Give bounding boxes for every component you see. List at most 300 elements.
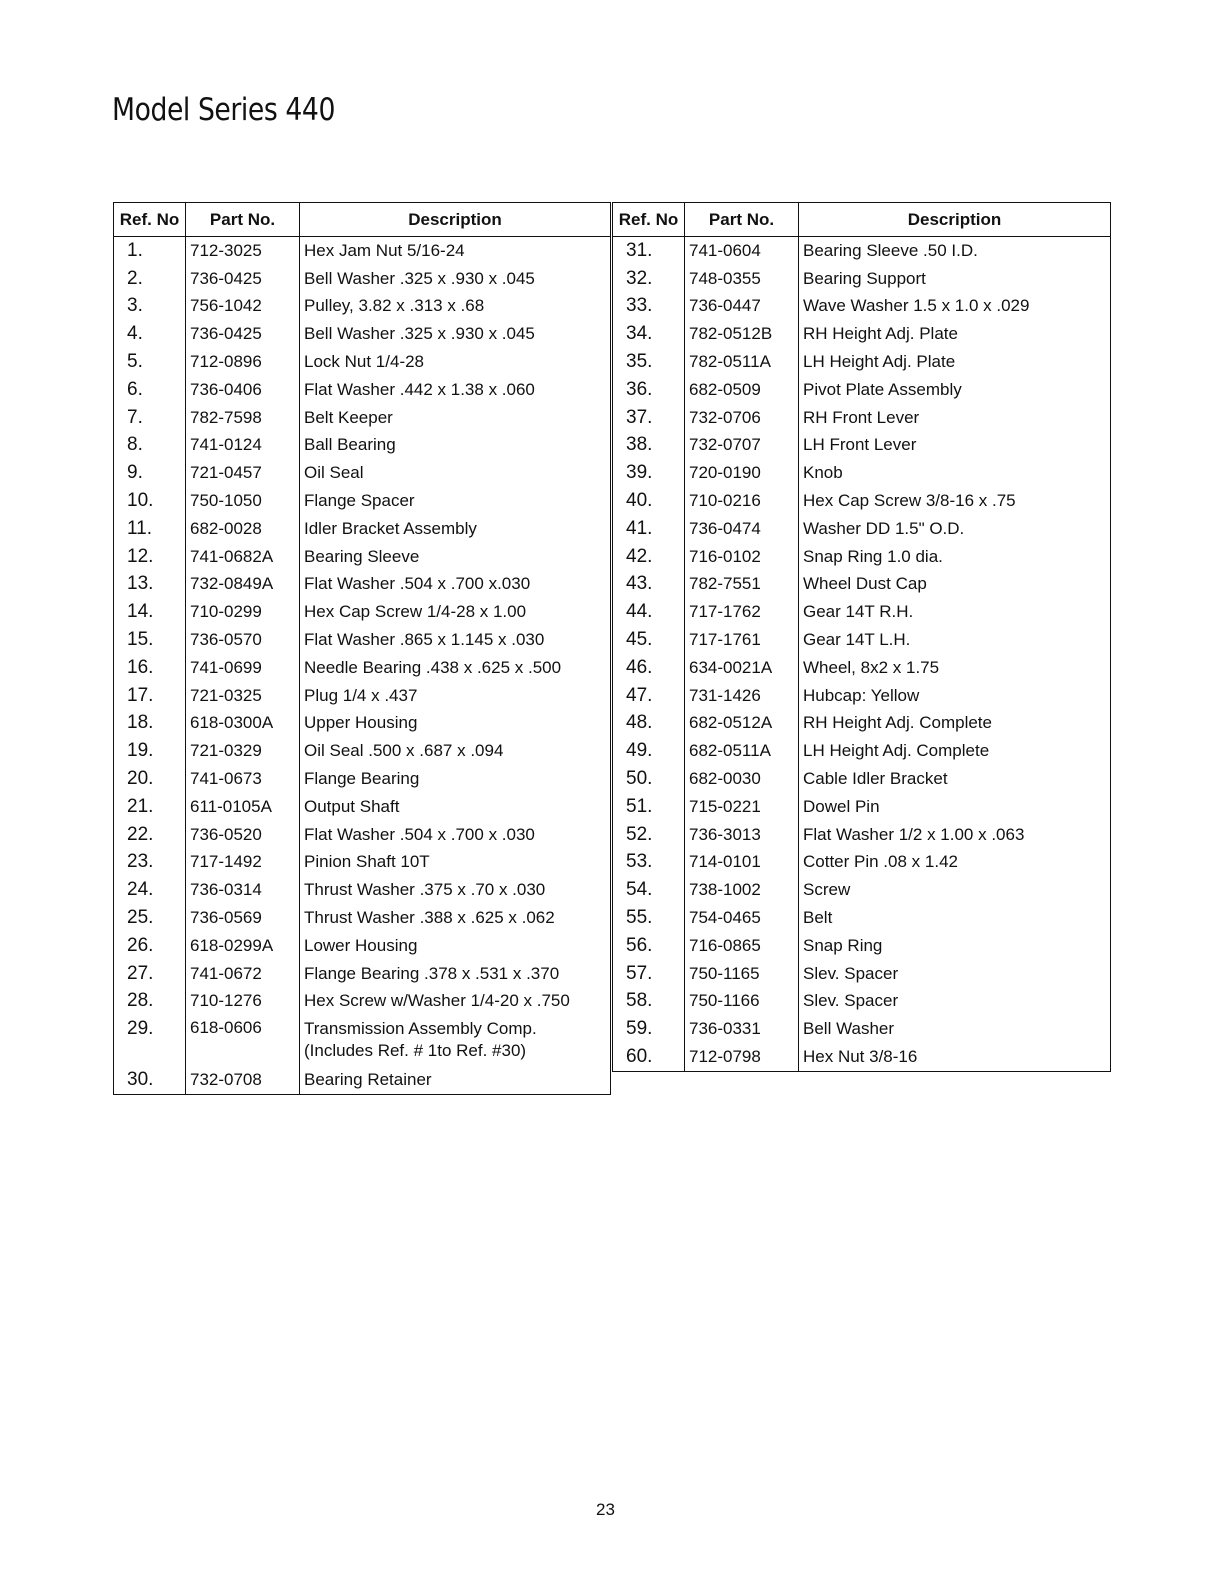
ref-no-cell <box>114 960 186 988</box>
ref-no-cell <box>613 515 685 543</box>
table-row <box>114 682 611 710</box>
ref-no-cell <box>114 487 186 515</box>
ref-no-cell <box>114 320 186 348</box>
description-cell <box>300 849 611 877</box>
table-row <box>613 487 1111 515</box>
part-no-cell <box>685 348 799 376</box>
description-cell <box>799 876 1111 904</box>
ref-no-cell-text: 5. <box>127 351 143 373</box>
description-cell-text: Flange Bearing <box>304 769 420 789</box>
description-cell <box>799 1043 1111 1071</box>
ref-no-cell <box>613 849 685 877</box>
description-cell <box>799 459 1111 487</box>
part-no-cell <box>186 376 300 404</box>
description-cell-text: Bearing Sleeve <box>304 546 420 566</box>
description-cell <box>300 626 611 654</box>
table-row <box>114 793 611 821</box>
table-row <box>114 376 611 404</box>
description-cell <box>300 793 611 821</box>
ref-no-cell <box>114 988 186 1016</box>
ref-no-cell <box>613 626 685 654</box>
description-cell <box>300 293 611 321</box>
ref-no-cell-text: 29. <box>127 1018 154 1040</box>
table-row <box>114 265 611 293</box>
ref-no-header: Ref. No <box>613 203 685 237</box>
part-no-cell-text: 736-0570 <box>190 630 262 650</box>
description-cell <box>799 904 1111 932</box>
table-row <box>613 849 1111 877</box>
table-row <box>114 876 611 904</box>
description-cell <box>799 932 1111 960</box>
ref-no-cell <box>114 348 186 376</box>
table-row <box>613 265 1111 293</box>
part-no-cell-text: 682-0509 <box>689 379 761 399</box>
description-cell-text: Bearing Support <box>803 268 926 288</box>
part-no-cell <box>186 1015 300 1066</box>
description-cell <box>300 932 611 960</box>
part-no-cell-text: 736-3013 <box>689 824 761 844</box>
part-no-header: Part No. <box>685 203 799 237</box>
part-no-cell-text: 732-0706 <box>689 407 761 427</box>
part-no-cell-text: 750-1166 <box>689 991 760 1011</box>
part-no-cell-text: 736-0331 <box>689 1019 761 1039</box>
ref-no-cell <box>613 988 685 1016</box>
description-cell-text: Belt Keeper <box>304 407 393 427</box>
table-row <box>613 459 1111 487</box>
table-row <box>613 737 1111 765</box>
ref-no-cell <box>114 821 186 849</box>
table-row <box>114 626 611 654</box>
part-no-cell-text: 741-0673 <box>190 769 262 789</box>
description-cell-text: Hex Jam Nut 5/16-24 <box>304 240 465 260</box>
part-no-cell <box>685 849 799 877</box>
table-row <box>613 515 1111 543</box>
part-no-cell-text: 710-1276 <box>190 991 262 1011</box>
ref-no-cell-text: 56. <box>626 934 653 956</box>
part-no-cell-text: 717-1492 <box>190 852 262 872</box>
part-no-cell <box>186 710 300 738</box>
description-cell <box>799 821 1111 849</box>
ref-no-cell-text: 44. <box>626 601 653 623</box>
part-no-cell <box>685 737 799 765</box>
description-cell <box>300 487 611 515</box>
ref-no-cell <box>114 765 186 793</box>
table-row <box>613 960 1111 988</box>
part-no-cell-text: 736-0425 <box>190 324 262 344</box>
part-no-cell-text: 748-0355 <box>689 268 761 288</box>
description-cell <box>300 682 611 710</box>
part-no-cell <box>186 988 300 1016</box>
part-no-cell-text: 782-7551 <box>689 574 761 594</box>
table-row <box>114 654 611 682</box>
part-no-cell-text: 618-0300A <box>190 713 274 733</box>
description-cell-text: Pinion Shaft 10T <box>304 852 430 872</box>
description-cell-text: Wave Washer 1.5 x 1.0 x .029 <box>803 296 1030 316</box>
part-no-cell-text: 732-0707 <box>689 435 761 455</box>
ref-no-cell-text: 43. <box>626 573 653 595</box>
description-cell <box>300 737 611 765</box>
description-cell-text: Gear 14T L.H. <box>803 630 911 650</box>
part-no-cell <box>685 876 799 904</box>
description-cell <box>300 543 611 571</box>
ref-no-cell-text: 46. <box>626 656 653 678</box>
part-no-cell <box>685 793 799 821</box>
ref-no-cell-text: 54. <box>626 879 653 901</box>
parts-table-left-body <box>114 237 611 1095</box>
part-no-cell <box>186 876 300 904</box>
part-no-cell <box>685 626 799 654</box>
description-cell-text: Wheel, 8x2 x 1.75 <box>803 657 940 677</box>
description-cell <box>300 432 611 460</box>
ref-no-cell-text: 30. <box>127 1069 154 1091</box>
description-cell-text: Screw <box>803 880 851 900</box>
table-row <box>114 543 611 571</box>
ref-no-cell <box>114 737 186 765</box>
part-no-cell-text: 731-1426 <box>689 685 761 705</box>
description-cell-text: Slev. Spacer <box>803 991 899 1011</box>
ref-no-cell-text: 37. <box>626 406 653 428</box>
description-cell <box>799 682 1111 710</box>
part-no-cell-text: 712-3025 <box>190 240 262 260</box>
ref-no-cell <box>613 710 685 738</box>
description-cell <box>799 376 1111 404</box>
description-cell-text: Snap Ring <box>803 935 883 955</box>
description-cell-text: Knob <box>803 463 843 483</box>
description-cell-text: Lower Housing <box>304 935 418 955</box>
description-cell <box>799 598 1111 626</box>
ref-no-cell <box>613 765 685 793</box>
part-no-cell <box>186 404 300 432</box>
table-row <box>114 821 611 849</box>
ref-no-cell-text: 57. <box>626 962 653 984</box>
description-cell <box>300 598 611 626</box>
description-cell-text: Hex Nut 3/8-16 <box>803 1047 918 1066</box>
table-row <box>613 765 1111 793</box>
part-no-cell-text: 682-0030 <box>689 769 761 789</box>
ref-no-cell-text: 35. <box>626 351 653 373</box>
page-title: Model Series 440 <box>112 92 335 128</box>
description-cell <box>300 376 611 404</box>
ref-no-cell <box>114 459 186 487</box>
description-cell <box>799 737 1111 765</box>
description-cell-text: Needle Bearing .438 x .625 x .500 <box>304 657 562 677</box>
part-no-cell-text: 736-0447 <box>689 296 761 316</box>
table-row <box>114 348 611 376</box>
description-cell <box>300 459 611 487</box>
ref-no-cell <box>114 904 186 932</box>
part-no-cell-text: 712-0798 <box>689 1047 761 1066</box>
ref-no-cell <box>114 876 186 904</box>
description-cell <box>300 404 611 432</box>
table-row <box>613 543 1111 571</box>
page-number: 23 <box>596 1500 615 1519</box>
part-no-cell <box>685 237 799 265</box>
ref-no-cell <box>114 265 186 293</box>
description-cell-text: Bearing Sleeve .50 I.D. <box>803 240 978 260</box>
part-no-cell-text: 682-0511A <box>689 741 771 761</box>
part-no-cell <box>186 654 300 682</box>
part-no-cell-text: 716-0102 <box>689 546 761 566</box>
description-cell-text: Bearing Retainer <box>304 1070 432 1090</box>
ref-no-cell <box>613 293 685 321</box>
table-row <box>613 320 1111 348</box>
ref-no-cell-text: 9. <box>127 462 143 484</box>
part-no-cell <box>186 821 300 849</box>
description-cell-text: Flat Washer .442 x 1.38 x .060 <box>304 379 535 399</box>
description-cell-text: Hex Cap Screw 3/8-16 x .75 <box>803 491 1016 511</box>
ref-no-cell-text: 3. <box>127 295 143 317</box>
part-no-cell <box>186 1066 300 1094</box>
part-no-cell-text: 782-7598 <box>190 407 262 427</box>
ref-no-cell <box>613 348 685 376</box>
table-row <box>114 293 611 321</box>
part-no-cell <box>685 432 799 460</box>
part-no-cell <box>186 849 300 877</box>
table-row <box>114 237 611 265</box>
part-no-cell-text: 721-0329 <box>190 741 262 761</box>
parts-table-right-body <box>613 237 1111 1072</box>
table-row <box>613 404 1111 432</box>
ref-no-cell <box>613 876 685 904</box>
part-no-cell <box>186 682 300 710</box>
table-row <box>613 932 1111 960</box>
ref-no-cell <box>613 682 685 710</box>
description-cell <box>799 320 1111 348</box>
ref-no-cell-text: 10. <box>127 490 154 512</box>
part-no-cell-text: 682-0512A <box>689 713 773 733</box>
part-no-cell <box>685 571 799 599</box>
ref-no-cell-text: 2. <box>127 267 143 289</box>
part-no-cell <box>685 654 799 682</box>
table-row <box>613 876 1111 904</box>
ref-no-cell <box>613 543 685 571</box>
ref-no-cell-text: 23. <box>127 851 154 873</box>
ref-no-cell-text: 59. <box>626 1018 653 1040</box>
ref-no-cell-text: 58. <box>626 990 653 1012</box>
part-no-cell <box>186 793 300 821</box>
part-no-cell-text: 634-0021A <box>689 657 773 677</box>
description-cell <box>799 710 1111 738</box>
part-no-cell-text: 782-0512B <box>689 324 773 344</box>
part-no-cell <box>685 710 799 738</box>
part-no-cell <box>186 432 300 460</box>
part-no-cell-text: 741-0604 <box>689 240 761 260</box>
part-no-cell-text: 741-0699 <box>190 657 262 677</box>
description-cell <box>799 988 1111 1016</box>
description-cell <box>300 654 611 682</box>
description-cell-text: Pulley, 3.82 x .313 x .68 <box>304 296 485 316</box>
part-no-cell-text: 710-0299 <box>190 602 262 622</box>
description-cell-text: Ball Bearing <box>304 435 396 455</box>
description-cell <box>799 626 1111 654</box>
part-no-cell-text: 738-1002 <box>689 880 761 900</box>
description-cell-text: Dowel Pin <box>803 796 880 816</box>
part-no-cell-text: 714-0101 <box>689 852 761 872</box>
table-row <box>114 487 611 515</box>
part-no-cell-text: 741-0682A <box>190 546 274 566</box>
description-cell-text: Flat Washer .504 x .700 x .030 <box>304 824 535 844</box>
part-no-cell <box>685 904 799 932</box>
description-cell-text: RH Height Adj. Complete <box>803 713 992 733</box>
part-no-cell <box>186 348 300 376</box>
table-row <box>613 1015 1111 1043</box>
description-cell-text: Lock Nut 1/4-28 <box>304 352 425 372</box>
part-no-cell-text: 736-0314 <box>190 880 262 900</box>
table-row <box>613 432 1111 460</box>
part-no-cell-text: 750-1050 <box>190 491 262 511</box>
ref-no-cell <box>613 960 685 988</box>
ref-no-cell <box>613 793 685 821</box>
description-cell <box>799 571 1111 599</box>
ref-no-cell-text: 26. <box>127 934 154 956</box>
ref-no-cell <box>114 543 186 571</box>
table-row <box>613 682 1111 710</box>
part-no-cell-text: 721-0457 <box>190 463 262 483</box>
description-cell <box>799 348 1111 376</box>
ref-no-cell <box>114 654 186 682</box>
description-cell-text: Flat Washer .504 x .700 x.030 <box>304 574 531 594</box>
description-cell-text: Flat Washer 1/2 x 1.00 x .063 <box>803 824 1025 844</box>
table-row <box>114 404 611 432</box>
description-cell-text: Thrust Washer .388 x .625 x .062 <box>304 908 555 928</box>
part-no-cell-text: 618-0606 <box>190 1018 262 1038</box>
description-cell-text: Hex Screw w/Washer 1/4-20 x .750 <box>304 991 570 1011</box>
description-cell <box>799 654 1111 682</box>
description-cell <box>799 515 1111 543</box>
ref-no-cell-text: 28. <box>127 990 154 1012</box>
part-no-cell <box>186 320 300 348</box>
ref-no-cell <box>114 515 186 543</box>
table-row <box>114 765 611 793</box>
ref-no-cell <box>613 654 685 682</box>
description-cell <box>300 320 611 348</box>
ref-no-cell-text: 39. <box>626 462 653 484</box>
ref-no-cell-text: 25. <box>127 907 154 929</box>
part-no-cell-text: 736-0474 <box>689 518 761 538</box>
description-cell-text-line2: (Includes Ref. # 1to Ref. #30) <box>304 1041 527 1061</box>
part-no-cell-text: 741-0124 <box>190 435 262 455</box>
ref-no-cell-text: 7. <box>127 406 143 428</box>
description-cell-text: Upper Housing <box>304 713 418 733</box>
table-row <box>114 737 611 765</box>
description-cell-text: Slev. Spacer <box>803 963 899 983</box>
description-cell-text: LH Height Adj. Complete <box>803 741 990 761</box>
ref-no-cell-text: 12. <box>127 545 154 567</box>
ref-no-cell <box>114 932 186 960</box>
part-no-cell-text: 712-0896 <box>190 352 262 372</box>
ref-no-cell <box>613 1015 685 1043</box>
table-row <box>114 1066 611 1094</box>
part-no-cell-text: 710-0216 <box>689 491 761 511</box>
ref-no-cell <box>114 1015 186 1066</box>
part-no-cell <box>685 1043 799 1071</box>
description-cell <box>300 1066 611 1094</box>
ref-no-cell <box>613 459 685 487</box>
part-no-cell-text: 782-0511A <box>689 352 771 372</box>
description-cell-text: Hubcap: Yellow <box>803 685 920 705</box>
ref-no-cell <box>114 849 186 877</box>
part-no-cell <box>685 765 799 793</box>
part-no-cell <box>685 598 799 626</box>
description-cell-text: Washer DD 1.5" O.D. <box>803 518 965 538</box>
description-cell-text: Oil Seal .500 x .687 x .094 <box>304 741 504 761</box>
ref-no-cell <box>114 682 186 710</box>
description-cell <box>300 1015 611 1066</box>
ref-no-cell-text: 34. <box>626 323 653 345</box>
table-row <box>613 793 1111 821</box>
ref-no-cell <box>114 710 186 738</box>
ref-no-cell-text: 20. <box>127 768 154 790</box>
part-no-cell-text: 754-0465 <box>689 908 761 928</box>
table-row <box>613 348 1111 376</box>
description-cell-text: Bell Washer <box>803 1019 895 1039</box>
ref-no-cell-text: 50. <box>626 768 653 790</box>
part-no-cell <box>186 765 300 793</box>
part-no-cell-text: 715-0221 <box>689 796 761 816</box>
ref-no-cell-text: 36. <box>626 378 653 400</box>
description-cell <box>799 404 1111 432</box>
ref-no-cell <box>114 571 186 599</box>
ref-no-cell <box>114 1066 186 1094</box>
part-no-cell-text: 682-0028 <box>190 518 262 538</box>
description-cell <box>300 904 611 932</box>
table-header-row <box>114 203 611 237</box>
table-row <box>613 571 1111 599</box>
description-cell <box>799 543 1111 571</box>
part-no-cell-text: 732-0849A <box>190 574 274 594</box>
ref-no-cell <box>613 1043 685 1071</box>
description-cell <box>300 237 611 265</box>
description-cell-text: LH Front Lever <box>803 435 917 455</box>
part-no-cell <box>186 626 300 654</box>
ref-no-cell-text: 40. <box>626 490 653 512</box>
ref-no-cell-text: 47. <box>626 684 653 706</box>
part-no-cell <box>186 737 300 765</box>
part-no-cell <box>685 821 799 849</box>
part-no-cell <box>186 459 300 487</box>
description-cell-text: Hex Cap Screw 1/4-28 x 1.00 <box>304 602 527 622</box>
part-no-cell-text: 720-0190 <box>689 463 761 483</box>
description-cell-text: Pivot Plate Assembly <box>803 379 962 399</box>
ref-no-cell-text: 19. <box>127 740 154 762</box>
ref-no-cell <box>613 737 685 765</box>
table-row <box>114 988 611 1016</box>
ref-no-cell-text: 4. <box>127 323 143 345</box>
ref-no-cell-text: 27. <box>127 962 154 984</box>
part-no-cell <box>186 237 300 265</box>
ref-no-cell <box>114 598 186 626</box>
ref-no-cell-text: 14. <box>127 601 154 623</box>
ref-no-cell-text: 15. <box>127 629 154 651</box>
part-no-cell <box>186 265 300 293</box>
part-no-cell <box>685 682 799 710</box>
ref-no-cell-text: 11. <box>127 517 153 539</box>
description-cell <box>799 765 1111 793</box>
description-cell-text: RH Front Lever <box>803 407 920 427</box>
table-row <box>114 571 611 599</box>
description-cell <box>799 237 1111 265</box>
ref-no-cell-text: 18. <box>127 712 154 734</box>
description-cell-text: Thrust Washer .375 x .70 x .030 <box>304 880 546 900</box>
ref-no-cell-text: 16. <box>127 656 154 678</box>
part-no-cell <box>186 904 300 932</box>
table-row <box>613 1043 1111 1071</box>
ref-no-cell <box>613 487 685 515</box>
ref-no-cell <box>613 821 685 849</box>
description-cell-text: Bell Washer .325 x .930 x .045 <box>304 268 535 288</box>
part-no-cell <box>685 932 799 960</box>
description-cell <box>799 960 1111 988</box>
